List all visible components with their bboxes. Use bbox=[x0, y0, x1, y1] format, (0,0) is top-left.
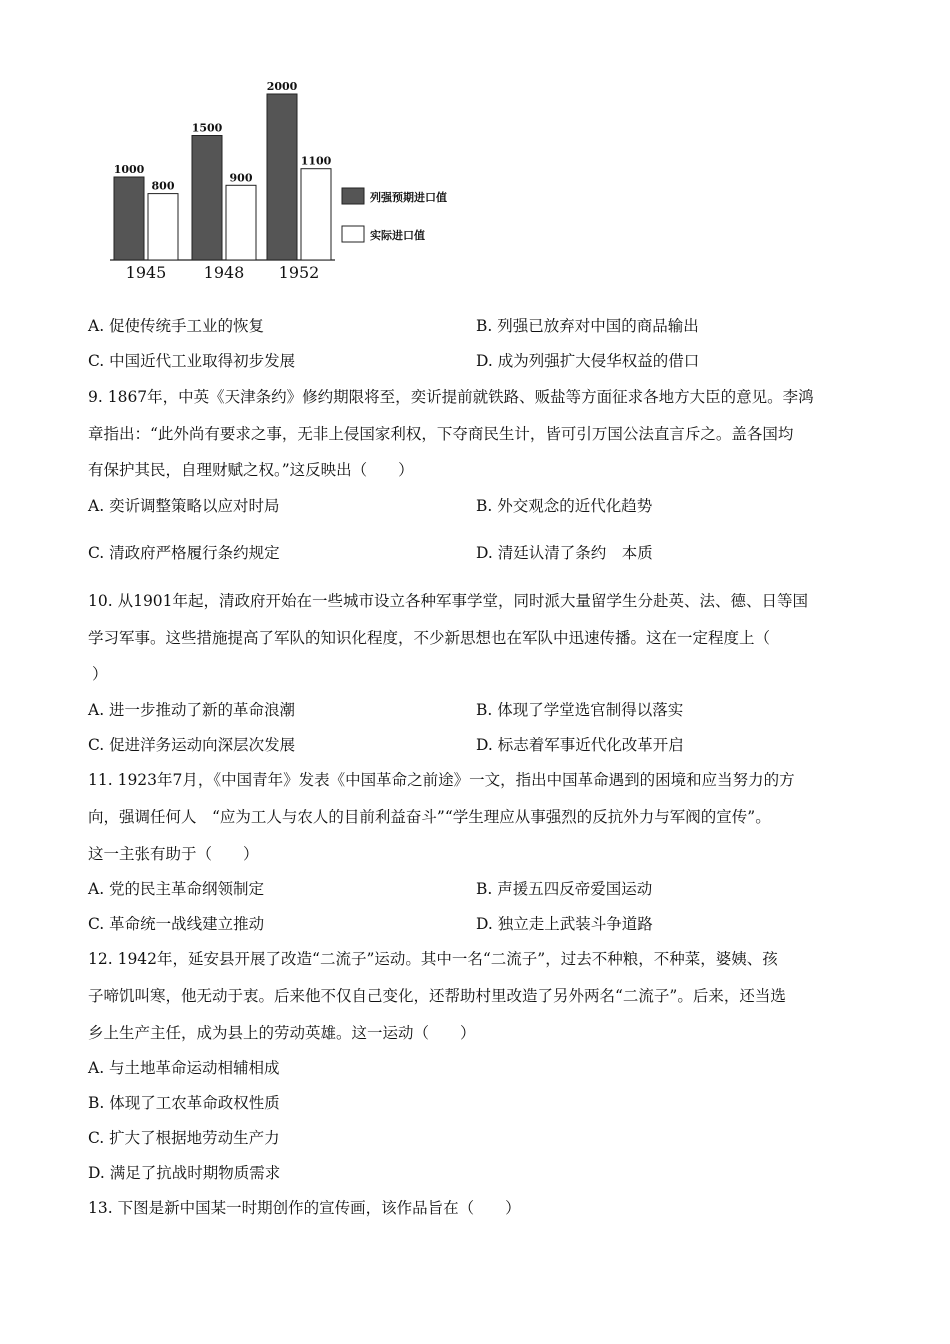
q12-option-d: D. 满足了抗战时期物质需求 bbox=[88, 1164, 281, 1182]
q9-option-c: C. 清政府严格履行条约规定 bbox=[88, 544, 280, 562]
q12-stem-line1: 12. 1942年，延安县开展了改造“二流子”运动。其中一名“二流子”，过去不种粮，不种菜，婆姨、孩 bbox=[88, 950, 778, 968]
q12-option-a: A. 与土地革命运动相辅相成 bbox=[88, 1059, 280, 1077]
q8-option-d: D. 成为列强扩大侵华权益的借口 bbox=[476, 352, 700, 370]
q12-option-c: C. 扩大了根据地劳动生产力 bbox=[88, 1129, 280, 1147]
data-label-expected-1945: 1000 bbox=[113, 163, 145, 176]
x-tick-label-1952: 1952 bbox=[278, 263, 320, 282]
data-label-expected-1948: 1500 bbox=[191, 121, 223, 135]
bar-chart bbox=[100, 70, 480, 285]
q12-stem-line3: 乡上生产主任，成为县上的劳动英雄。这一运动（ ） bbox=[88, 1024, 476, 1042]
q11-stem-line3: 这一主张有助于（ ） bbox=[88, 845, 259, 863]
bar-actual-1948 bbox=[226, 185, 256, 260]
q11-stem-line2: 向，强调任何人 “应为工人与农人的目前利益奋斗”“学生理应从事强烈的反抗外力与军阀的宣传”。 bbox=[88, 808, 771, 826]
q9-stem-line3: 有保护其民，自理财赋之权。”这反映出（ ） bbox=[88, 461, 414, 479]
q9-stem-line1: 9. 1867年，中英《天津条约》修约期限将至，奕䜣提前就铁路、贩盐等方面征求各地方大臣的意见。李鸿 bbox=[88, 388, 814, 406]
q8-option-b: B. 列强已放弃对中国的商品输出 bbox=[476, 317, 699, 335]
legend-label-actual: 实际进口值 bbox=[370, 229, 425, 242]
q10-option-c: C. 促进洋务运动向深层次发展 bbox=[88, 736, 296, 754]
q13-stem-line1: 13. 下图是新中国某一时期创作的宣传画，该作品旨在（ ） bbox=[88, 1199, 521, 1217]
bar-expected-1952 bbox=[267, 94, 297, 260]
q9-stem-line2: 章指出：“此外尚有要求之事，无非上侵国家利权，下夺商民生计，皆可引万国公法直言斥之。盖各国均 bbox=[88, 425, 794, 443]
q10-option-b: B. 体现了学堂选官制得以落实 bbox=[476, 701, 684, 719]
q9-option-a: A. 奕䜣调整策略以应对时局 bbox=[88, 497, 280, 515]
legend-swatch-expected bbox=[342, 188, 364, 204]
q10-option-d: D. 标志着军事近代化改革开启 bbox=[476, 736, 684, 754]
q12-stem-line2: 子啼饥叫寒，他无动于衷。后来他不仅自己变化，还帮助村里改造了另外两名“二流子”。后来，还当选 bbox=[88, 987, 786, 1005]
bar-actual-1952 bbox=[301, 169, 331, 260]
legend-swatch-actual bbox=[342, 226, 364, 242]
data-label-actual-1948: 900 bbox=[229, 171, 253, 185]
q8-option-a: A. 促使传统手工业的恢复 bbox=[88, 317, 265, 335]
q12-option-b: B. 体现了工农革命政权性质 bbox=[88, 1094, 280, 1112]
q11-stem-line1: 11. 1923年7月，《中国青年》发表《中国革命之前途》一文，指出中国革命遇到的困境和应当努力的方 bbox=[88, 771, 795, 789]
legend-label-expected: 列强预期进口值 bbox=[370, 191, 447, 204]
q10-stem-line2: 学习军事。这些措施提高了军队的知识化程度，不少新思想也在军队中迅速传播。这在一定程度上（ bbox=[88, 629, 771, 647]
bar-actual-1945 bbox=[148, 194, 178, 260]
q11-option-b: B. 声援五四反帝爱国运动 bbox=[476, 880, 653, 898]
q10-option-a: A. 进一步推动了新的革命浪潮 bbox=[88, 701, 296, 719]
q10-stem-line3: ） bbox=[92, 665, 108, 683]
q11-option-c: C. 革命统一战线建立推动 bbox=[88, 915, 265, 933]
q9-option-d: D. 清廷认清了条约 本质 bbox=[476, 544, 653, 562]
q11-option-d: D. 独立走上武装斗争道路 bbox=[476, 915, 653, 933]
bar-expected-1945 bbox=[114, 177, 144, 260]
data-label-expected-1952: 2000 bbox=[266, 80, 298, 93]
x-tick-label-1945: 1945 bbox=[125, 263, 167, 282]
q8-option-c: C. 中国近代工业取得初步发展 bbox=[88, 352, 296, 370]
bar-expected-1948 bbox=[192, 136, 222, 261]
q10-stem-line1: 10. 从1901年起，清政府开始在一些城市设立各种军事学堂，同时派大量留学生分赴英、法、德、日等国 bbox=[88, 592, 809, 610]
data-label-actual-1952: 1100 bbox=[300, 154, 332, 168]
data-label-actual-1945: 800 bbox=[151, 179, 175, 193]
x-tick-label-1948: 1948 bbox=[203, 263, 245, 282]
q11-option-a: A. 党的民主革命纲领制定 bbox=[88, 880, 265, 898]
q9-option-b: B. 外交观念的近代化趋势 bbox=[476, 497, 653, 515]
